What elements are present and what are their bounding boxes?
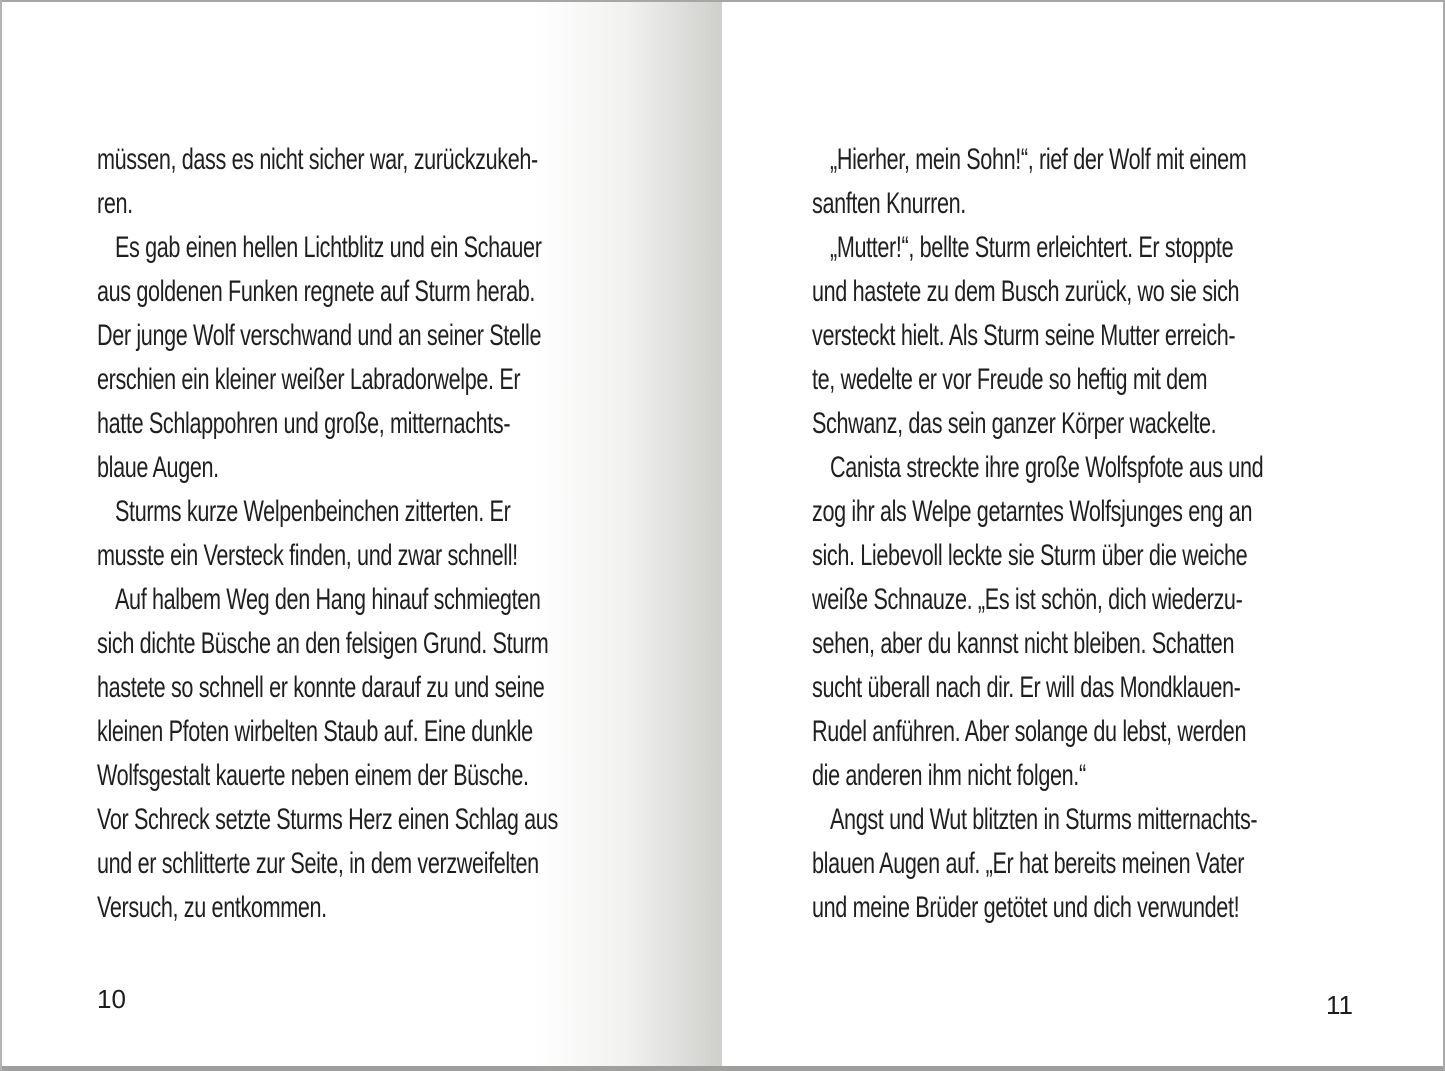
text-line: sucht überall nach dir. Er will das Mondklauen- (812, 671, 1241, 704)
text-line: blauen Augen auf. „Er hat bereits meinen Vater (812, 847, 1245, 880)
text-line: und hastete zu dem Busch zurück, wo sie sich (812, 275, 1240, 308)
page-edge-top (0, 0, 1445, 2)
text-line: Angst und Wut blitzten in Sturms mitternachts- (830, 803, 1258, 836)
text-line: sich. Liebevoll leckte sie Sturm über die weiche (812, 539, 1248, 572)
text-line: und er schlitterte zur Seite, in dem verzweifelten (97, 847, 539, 880)
text-line: hastete so schnell er konnte darauf zu und seine (97, 671, 545, 704)
text-line: „Mutter!“, bellte Sturm erleichtert. Er stoppte (830, 231, 1234, 264)
text-line: sich dichte Büsche an den felsigen Grund. Sturm (97, 627, 549, 660)
text-line: und meine Brüder getötet und dich verwundet! (812, 891, 1240, 924)
text-line: Auf halbem Weg den Hang hinauf schmiegten (115, 583, 541, 616)
text-line: versteckt hielt. Als Sturm seine Mutter erreich- (812, 319, 1236, 352)
text-line: „Hierher, mein Sohn!“, rief der Wolf mit einem (830, 143, 1247, 176)
text-line: sehen, aber du kannst nicht bleiben. Schatten (812, 627, 1235, 660)
text-line: Es gab einen hellen Lichtblitz und ein Schauer (115, 231, 542, 264)
text-line: die anderen ihm nicht folgen.“ (812, 759, 1086, 792)
text-line: Der junge Wolf verschwand und an seiner Stelle (97, 319, 542, 352)
left-page (0, 0, 722, 1071)
text-line: Schwanz, das sein ganzer Körper wackelte. (812, 407, 1217, 440)
text-line: musste ein Versteck finden, und zwar schnell! (97, 539, 518, 572)
text-line: hatte Schlappohren und große, mitternachts- (97, 407, 511, 440)
right-page (722, 0, 1445, 1071)
page-number-left: 10 (97, 984, 126, 1014)
text-line: kleinen Pfoten wirbelten Staub auf. Eine dunkle (97, 715, 533, 748)
text-line: sanften Knurren. (812, 187, 966, 220)
page-edge-left (0, 0, 2, 1071)
right-page-text (812, 138, 1445, 930)
text-line: weiße Schnauze. „Es ist schön, dich wiederzu- (812, 583, 1243, 616)
text-line: te, wedelte er vor Freude so heftig mit dem (812, 363, 1208, 396)
text-line: ren. (97, 187, 133, 220)
text-line: blaue Augen. (97, 451, 219, 484)
page-edge-bottom (0, 1066, 1445, 1071)
text-line: Vor Schreck setzte Sturms Herz einen Schlag aus (97, 803, 558, 836)
text-line: Versuch, zu entkommen. (97, 891, 327, 924)
text-line: Canista streckte ihre große Wolfspfote aus und (830, 451, 1264, 484)
text-line: aus goldenen Funken regnete auf Sturm herab. (97, 275, 536, 308)
text-line: Rudel anführen. Aber solange du lebst, werden (812, 715, 1247, 748)
text-line: Wolfsgestalt kauerte neben einem der Büsche. (97, 759, 529, 792)
text-line: Sturms kurze Welpenbeinchen zitterten. Er (115, 495, 511, 528)
page-number-right: 11 (1326, 990, 1353, 1020)
text-line: müssen, dass es nicht sicher war, zurückzukeh- (97, 143, 538, 176)
text-line: erschien ein kleiner weißer Labradorwelpe. Er (97, 363, 521, 396)
text-line: zog ihr als Welpe getarntes Wolfsjunges eng an (812, 495, 1253, 528)
